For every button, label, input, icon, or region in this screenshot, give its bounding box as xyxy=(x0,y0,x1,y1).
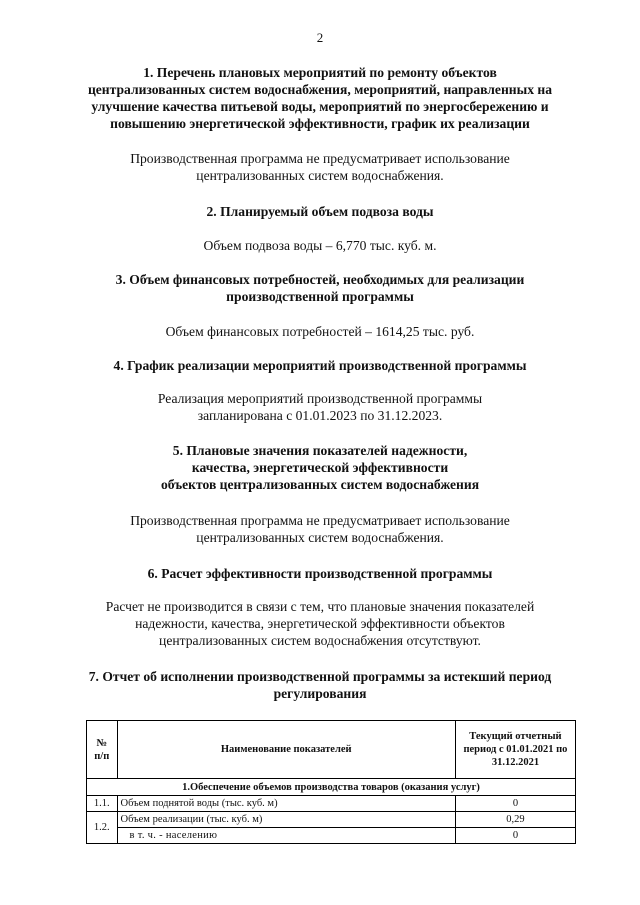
table-row xyxy=(87,828,576,844)
header-name: Наименование показателей xyxy=(117,721,455,779)
heading-line: 5. Плановые значения показателей надежности, xyxy=(172,443,468,458)
section-7-heading xyxy=(60,668,580,702)
section-6-text xyxy=(60,598,580,649)
row-name: в т. ч. - населению xyxy=(117,828,455,844)
heading-line: 3. Объем финансовых потребностей, необходимых для реализации xyxy=(115,272,525,287)
row-value: 0 xyxy=(455,828,575,844)
section-1-heading xyxy=(60,64,580,132)
header-value: Текущий отчетный период с 01.01.2021 по 31.12.2021 xyxy=(455,721,575,779)
section-4-text xyxy=(60,390,580,424)
row-value: 0,29 xyxy=(455,812,575,828)
heading-line: регулирования xyxy=(273,686,367,701)
heading-line: производственной программы xyxy=(226,289,414,304)
text-line: Расчет не производится в связи с тем, что плановые значения показателей xyxy=(105,599,535,614)
section-5-text xyxy=(60,512,580,546)
table-section-row xyxy=(87,779,576,796)
page-number: 2 xyxy=(316,30,324,45)
heading-line: 2. Планируемый объем подвоза воды xyxy=(206,204,434,219)
row-num: 1.1. xyxy=(87,796,118,812)
heading-line: качества, энергетической эффективности xyxy=(191,460,449,475)
text-line: централизованных систем водоснабжения. xyxy=(196,168,444,183)
table-row xyxy=(87,812,576,828)
section-1-text xyxy=(60,150,580,184)
header-num: № п/п xyxy=(87,721,118,779)
row-name: Объем реализации (тыс. куб. м) xyxy=(117,812,455,828)
text-line: Производственная программа не предусматривает использование xyxy=(130,151,510,166)
section-6-heading xyxy=(60,565,580,582)
section-4-heading xyxy=(60,357,580,374)
text-line: Объем финансовых потребностей – 1614,25 тыс. руб. xyxy=(165,324,475,339)
heading-line: 7. Отчет об исполнении производственной программы за истекший период xyxy=(88,669,552,684)
report-table xyxy=(86,720,576,844)
heading-line: повышению энергетической эффективности, график их реализации xyxy=(110,116,530,131)
text-line: Объем подвоза воды – 6,770 тыс. куб. м. xyxy=(203,238,437,253)
text-line: централизованных систем водоснабжения отсутствуют. xyxy=(159,633,481,648)
text-line: запланирована с 01.01.2023 по 31.12.2023. xyxy=(197,408,443,423)
heading-line: 6. Расчет эффективности производственной программы xyxy=(147,566,493,581)
table-row xyxy=(87,796,576,812)
table-section-title: 1.Обеспечение объемов производства товаров (оказания услуг) xyxy=(87,779,576,796)
section-2-text xyxy=(60,237,580,254)
table-header-row xyxy=(87,721,576,779)
heading-line: объектов централизованных систем водоснабжения xyxy=(160,477,480,492)
heading-line: улучшение качества питьевой воды, мероприятий по энергосбережению и xyxy=(91,99,549,114)
heading-line: централизованных систем водоснабжения, мероприятий, направленных на xyxy=(87,82,553,97)
heading-line: 4. График реализации мероприятий производственной программы xyxy=(113,358,527,373)
heading-line: 1. Перечень плановых мероприятий по ремонту объектов xyxy=(143,65,497,80)
row-num: 1.2. xyxy=(87,812,118,844)
section-3-text xyxy=(60,323,580,340)
text-line: Производственная программа не предусматривает использование xyxy=(130,513,510,528)
section-2-heading xyxy=(60,203,580,220)
row-value: 0 xyxy=(455,796,575,812)
row-name: Объем поднятой воды (тыс. куб. м) xyxy=(117,796,455,812)
text-line: централизованных систем водоснабжения. xyxy=(196,530,444,545)
text-line: Реализация мероприятий производственной программы xyxy=(157,391,483,406)
section-5-heading xyxy=(60,442,580,493)
section-3-heading xyxy=(60,271,580,305)
text-line: надежности, качества, энергетической эффективности объектов xyxy=(135,616,505,631)
